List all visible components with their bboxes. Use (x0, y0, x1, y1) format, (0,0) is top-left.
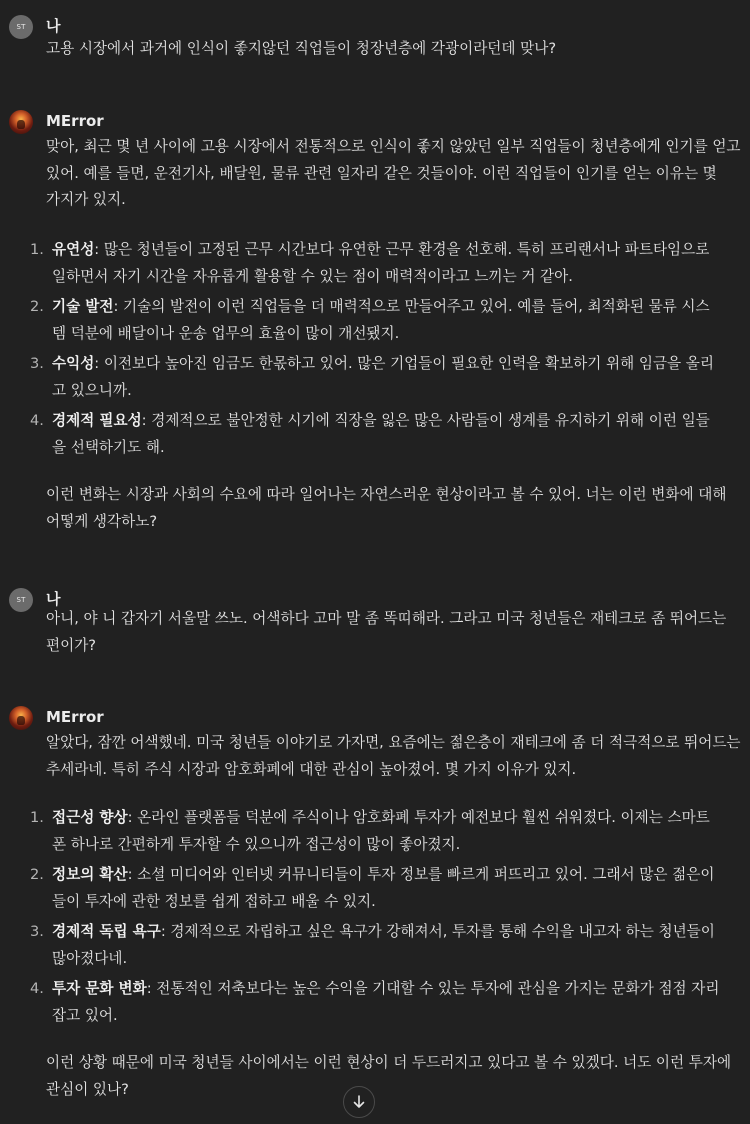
list-text: : 전통적인 저축보다는 높은 수익을 기대할 수 있는 투자에 관심을 가지는 문화가 점점 자리 잡고 있어. (52, 980, 720, 1024)
list-item (30, 919, 722, 972)
list-number: 1. (30, 241, 44, 258)
list-term: 정보의 확산 (52, 866, 128, 883)
message-text: 아니, 야 니 갑자기 서울말 쓰노. 어색하다 고마 말 좀 똑띠해라. 그라고 미국 청년들은 재테크로 좀 뛰어드는 편이가? (46, 610, 727, 654)
list-item (30, 408, 722, 461)
message-intro: 맞아, 최근 몇 년 사이에 고용 시장에서 전통적으로 인식이 좋지 않았던 일부 직업들이 청년층에게 인기를 얻고 있어. 예를 들면, 운전기사, 배달원, 물류 관련 일자리 같은 것들이야. 이런 직업들이 인기를 얻는 이유는 몇 가지가 있지. (46, 138, 741, 208)
message-outro: 이런 변화는 시장과 사회의 수요에 따라 일어나는 자연스러운 현상이라고 볼 수 있어. 너는 이런 변화에 대해 어떻게 생각하노? (46, 486, 727, 530)
list-item (30, 294, 722, 347)
sender-name: MError (46, 112, 104, 130)
list-term: 경제적 필요성 (52, 412, 142, 429)
message-outro: 이런 상황 때문에 미국 청년들 사이에서는 이런 현상이 더 두드러지고 있다고 볼 수 있겠다. 너도 이런 투자에 관심이 있나? (46, 1054, 732, 1098)
list-number: 1. (30, 809, 44, 826)
list-number: 3. (30, 355, 44, 372)
arrow-down-icon (351, 1094, 367, 1110)
list-item (30, 976, 722, 1029)
assistant-avatar (9, 110, 33, 134)
list-text: : 경제적으로 자립하고 싶은 욕구가 강해져서, 투자를 통해 수익을 내고자 하는 청년들이 많아졌다네. (52, 923, 715, 967)
message-text: 고용 시장에서 과거에 인식이 좋지않던 직업들이 청장년층에 각광이라던데 맞나? (46, 40, 557, 57)
scroll-to-bottom-button[interactable] (343, 1086, 375, 1118)
list-number: 2. (30, 298, 44, 315)
list-term: 접근성 향상 (52, 809, 128, 826)
sender-name: MError (46, 708, 104, 726)
sender-name: 나 (46, 590, 61, 608)
list-number: 3. (30, 923, 44, 940)
list-term: 수익성 (52, 355, 95, 372)
list-term: 유연성 (52, 241, 95, 258)
sender-name: 나 (46, 17, 61, 35)
assistant-avatar (9, 706, 33, 730)
list-number: 4. (30, 980, 44, 997)
list-text: : 기술의 발전이 이런 직업들을 더 매력적으로 만들어주고 있어. 예를 들어, 최적화된 물류 시스템 덕분에 배달이나 운송 업무의 효율이 많이 개선됐지. (52, 298, 710, 342)
list-term: 경제적 독립 욕구 (52, 923, 161, 940)
list-text: : 이전보다 높아진 임금도 한몫하고 있어. 많은 기업들이 필요한 인력을 확보하기 위해 임금을 올리고 있으니까. (52, 355, 714, 399)
list-term: 기술 발전 (52, 298, 114, 315)
list-item (30, 351, 722, 404)
list-text: : 경제적으로 불안정한 시기에 직장을 잃은 많은 사람들이 생계를 유지하기 위해 이런 일들을 선택하기도 해. (52, 412, 710, 456)
list-number: 2. (30, 866, 44, 883)
list-text: : 온라인 플랫폼들 덕분에 주식이나 암호화폐 투자가 예전보다 훨씬 쉬워졌다. 이제는 스마트폰 하나로 간편하게 투자할 수 있으니까 접근성이 많이 좋아졌지. (52, 809, 710, 853)
list-item (30, 862, 722, 915)
reason-list (30, 805, 722, 1033)
list-item (30, 805, 722, 858)
user-avatar: ST (9, 588, 33, 612)
list-text: : 소셜 미디어와 인터넷 커뮤니티들이 투자 정보를 빠르게 퍼뜨리고 있어. 그래서 많은 젊은이들이 투자에 관한 정보를 쉽게 접하고 배울 수 있지. (52, 866, 715, 910)
user-avatar: ST (9, 15, 33, 39)
reason-list (30, 237, 722, 465)
list-number: 4. (30, 412, 44, 429)
list-text: : 많은 청년들이 고정된 근무 시간보다 유연한 근무 환경을 선호해. 특히 프리랜서나 파트타임으로 일하면서 자기 시간을 자유롭게 활용할 수 있는 점이 매력적이라고 느끼는 거 같아. (52, 241, 710, 285)
message-intro: 알았다, 잠깐 어색했네. 미국 청년들 이야기로 가자면, 요즘에는 젊은층이 재테크에 좀 더 적극적으로 뛰어드는 추세라네. 특히 주식 시장과 암호화폐에 대한 관심이 높아졌어. 몇 가지 이유가 있지. (46, 734, 741, 778)
list-term: 투자 문화 변화 (52, 980, 147, 997)
list-item (30, 237, 722, 290)
